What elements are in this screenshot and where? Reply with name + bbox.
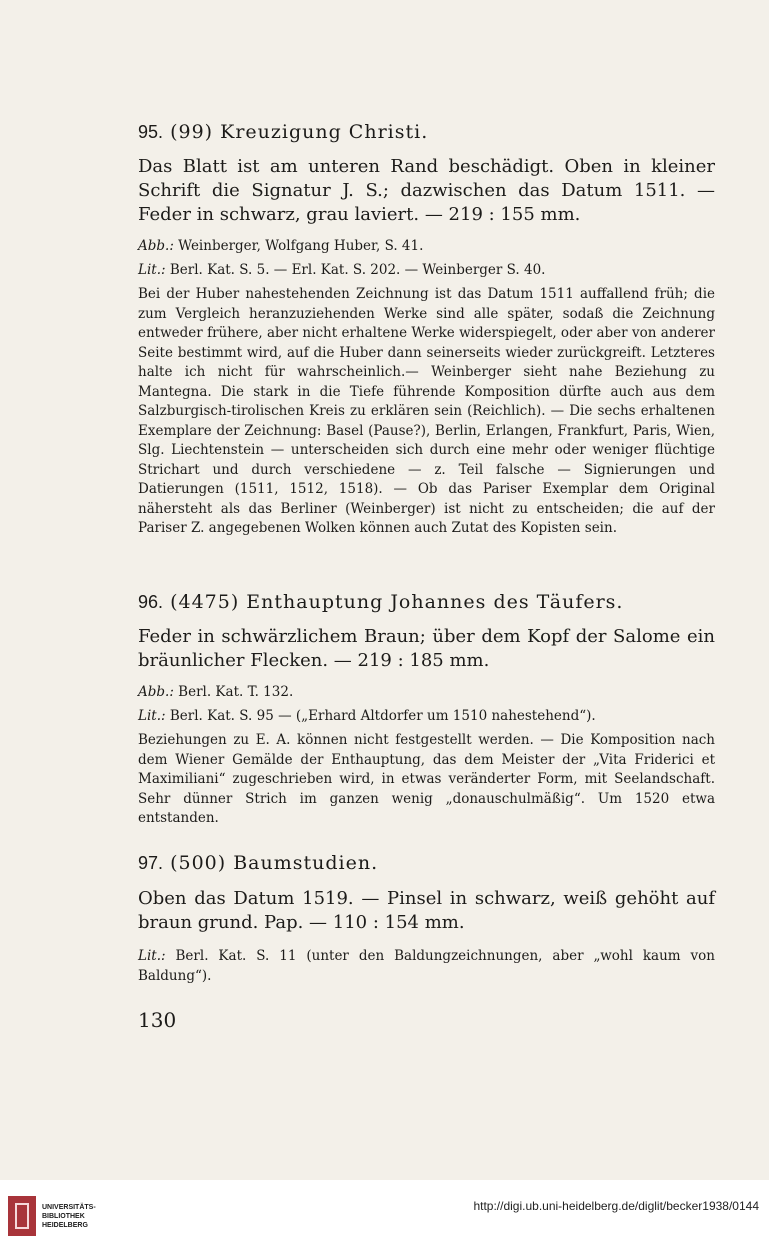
logo-line-1: UNIVERSITÄTS- <box>42 1203 96 1211</box>
logo-line-2: BIBLIOTHEK <box>42 1212 85 1220</box>
entry-97-title: (500) Baumstudien. <box>170 852 379 874</box>
entry-96-abb <box>138 683 715 701</box>
lit-text: Berl. Kat. S. 5. — Erl. Kat. S. 202. — Weinberger S. 40. <box>169 262 546 278</box>
entry-96-title: (4475) Enthauptung Johannes des Täufers. <box>170 591 624 613</box>
lit-label: Lit.: <box>138 262 166 278</box>
entry-96-description: Feder in schwärzlichem Braun; über dem Kopf der Salome ein bräunlicher Flecken. — 219 : 185 mm. <box>138 626 715 671</box>
page-number: 130 <box>138 1008 177 1032</box>
entry-95-number: 95. <box>138 122 164 142</box>
entry-96-heading <box>138 591 715 613</box>
entry-95-lit <box>138 261 715 279</box>
lit-label: Lit.: <box>138 708 166 724</box>
entry-95-commentary: Bei der Huber nahestehenden Zeichnung ist das Datum 1511 auffallend früh; die zum Vergleich heranzuziehenden Werke sind alle später, sodaß die Zeichnung entweder frühere, aber nicht erhaltene Werke widerspiegelt, oder aber von anderer Seite bestimmt wird, auf die Huber dann seinerseits wieder zurückgreift. Letzteres halte ich nicht für wahrscheinlich.— Weinberger sieht nahe Beziehung zu Mantegna. Die stark in die Tiefe führende Komposition dürfte auch aus dem Salzburgisch-tirolischen Kreis zu erklären sein (Reichlich). — Die sechs erhaltenen Exemplare der Zeichnung: Basel (Pause?), Berlin, Erlangen, Frankfurt, Paris, Wien, Slg. Liechtenstein — unterscheiden sich durch eine mehr oder weniger flüchtige Strichart und durch verschiedene — z. Teil falsche — Signierungen und Datierungen (1511, 1512, 1518). — Ob das Pariser Exemplar dem Original nähersteht als das Berliner (Weinberger) ist nicht zu entscheiden; die auf der Pariser Z. angegebenen Wolken können auch Zutat des Kopisten sein. <box>138 286 715 536</box>
lit-text: Berl. Kat. S. 11 (unter den Baldungzeichnungen, aber „wohl kaum von Baldung“). <box>138 948 715 984</box>
entry-97-lit <box>138 947 715 986</box>
abb-label: Abb.: <box>138 238 174 254</box>
logo-line-3: HEIDELBERG <box>42 1221 88 1229</box>
entry-95-abb <box>138 237 715 255</box>
abb-text: Berl. Kat. T. 132. <box>178 684 294 700</box>
source-url-link[interactable]: http://digi.ub.uni-heidelberg.de/diglit/becker1938/0144 <box>473 1199 759 1213</box>
entry-96-number: 96. <box>138 592 164 612</box>
footer-bar <box>0 1180 769 1247</box>
entry-97-number: 97. <box>138 853 164 873</box>
abb-label: Abb.: <box>138 684 174 700</box>
library-logo[interactable] <box>8 1196 96 1236</box>
entry-96-lit <box>138 707 715 725</box>
library-logo-icon <box>8 1196 36 1236</box>
abb-text: Weinberger, Wolfgang Huber, S. 41. <box>178 238 424 254</box>
library-logo-text <box>42 1203 96 1230</box>
entry-95-heading <box>138 121 715 143</box>
lit-label: Lit.: <box>138 948 166 964</box>
entry-97-heading <box>138 852 715 874</box>
entry-97-description: Oben das Datum 1519. — Pinsel in schwarz, weiß gehöht auf braun grund. Pap. — 110 : 154 mm. <box>138 888 715 933</box>
entry-95-title: (99) Kreuzigung Christi. <box>170 121 429 143</box>
lit-text: Berl. Kat. S. 95 — („Erhard Altdorfer um 1510 nahestehend“). <box>169 708 596 724</box>
entry-95-description: Das Blatt ist am unteren Rand beschädigt. Oben in kleiner Schrift die Signatur J. S.; dazwischen das Datum 1511. — Feder in schwarz, grau laviert. — 219 : 155 mm. <box>138 156 715 225</box>
entry-96-commentary: Beziehungen zu E. A. können nicht festgestellt werden. — Die Komposition nach dem Wiener Gemälde der Enthauptung, das dem Meister der „Vita Friderici et Maximiliani“ zugeschrieben wird, in etwas veränderter Form, mit Seelandschaft. Sehr dünner Strich im ganzen wenig „donauschulmäßig“. Um 1520 etwa entstanden. <box>138 732 715 826</box>
